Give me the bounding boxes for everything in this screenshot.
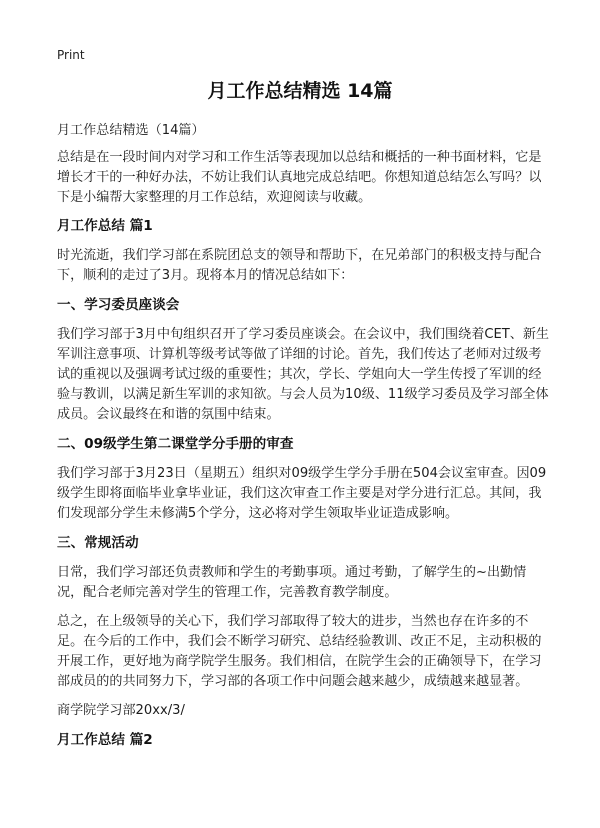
signature-line: 商学院学习部20xx/3/ bbox=[57, 703, 185, 718]
part1-heading: 月工作总结 篇1 bbox=[57, 218, 153, 234]
conclusion-paragraph: 总之，在上级领导的关心下，我们学习部取得了较大的进步，当然也存在许多的不足。在今后的工作中，我们会不断学习研究、总结经验教训、改正不足，主动积极的开展工作，更好地为商学院学生服务。我们相信，在院学生会的正确领导下，在学习部成员的的共同努力下，学习部的各项工作中问题会越来越少，成绩越来越显著。 bbox=[57, 614, 542, 689]
section1-paragraph: 我们学习部于3月中旬组织召开了学习委员座谈会。在会议中，我们围绕着CET、新生军训注意事项、计算机等级考试等做了详细的讨论。首先，我们传达了老师对过级考试的重视以及强调考试过级的重要性；其次，学长、学姐向大一学生传授了军训的经验与教训，以满足新生军训的求知欲。与会人员为10级、11级学习委员及学习部全体成员。会议最终在和谐的氛围中结束。 bbox=[57, 327, 550, 422]
article-subtitle: 月工作总结精选（14篇） bbox=[57, 123, 205, 138]
part2-heading: 月工作总结 篇2 bbox=[57, 732, 153, 748]
intro-paragraph: 总结是在一段时间内对学习和工作生活等表现加以总结和概括的一种书面材料，它是增长才干的一种好办法，不妨让我们认真地完成总结吧。你想知道总结怎么写吗？以下是小编帮大家整理的月工作总结，欢迎阅读与收藏。 bbox=[57, 150, 542, 205]
article-body bbox=[57, 121, 552, 760]
print-label: Print bbox=[57, 48, 85, 62]
page-title: 月工作总结精选 14篇 bbox=[207, 80, 393, 102]
section1-heading: 一、学习委员座谈会 bbox=[57, 297, 180, 313]
section2-heading: 二、09级学生第二课堂学分手册的审查 bbox=[57, 436, 294, 452]
part1-paragraph: 时光流逝，我们学习部在系院团总支的领导和帮助下，在兄弟部门的积极支持与配合下，顺利的走过了3月。现将本月的情况总结如下： bbox=[57, 248, 542, 283]
section3-heading: 三、常规活动 bbox=[57, 535, 139, 551]
section2-paragraph: 我们学习部于3月23日（星期五）组织对09级学生学分手册在504会议室审查。因09级学生即将面临毕业拿毕业证，我们这次审查工作主要是对学分进行汇总。其间，我们发现部分学生未修满5个学分，这必将对学生领取毕业证造成影响。 bbox=[57, 466, 547, 521]
section3-paragraph: 日常，我们学习部还负责教师和学生的考勤事项。通过考勤，了解学生的~出勤情况，配合老师完善对学生的管理工作，完善教育教学制度。 bbox=[57, 565, 527, 600]
